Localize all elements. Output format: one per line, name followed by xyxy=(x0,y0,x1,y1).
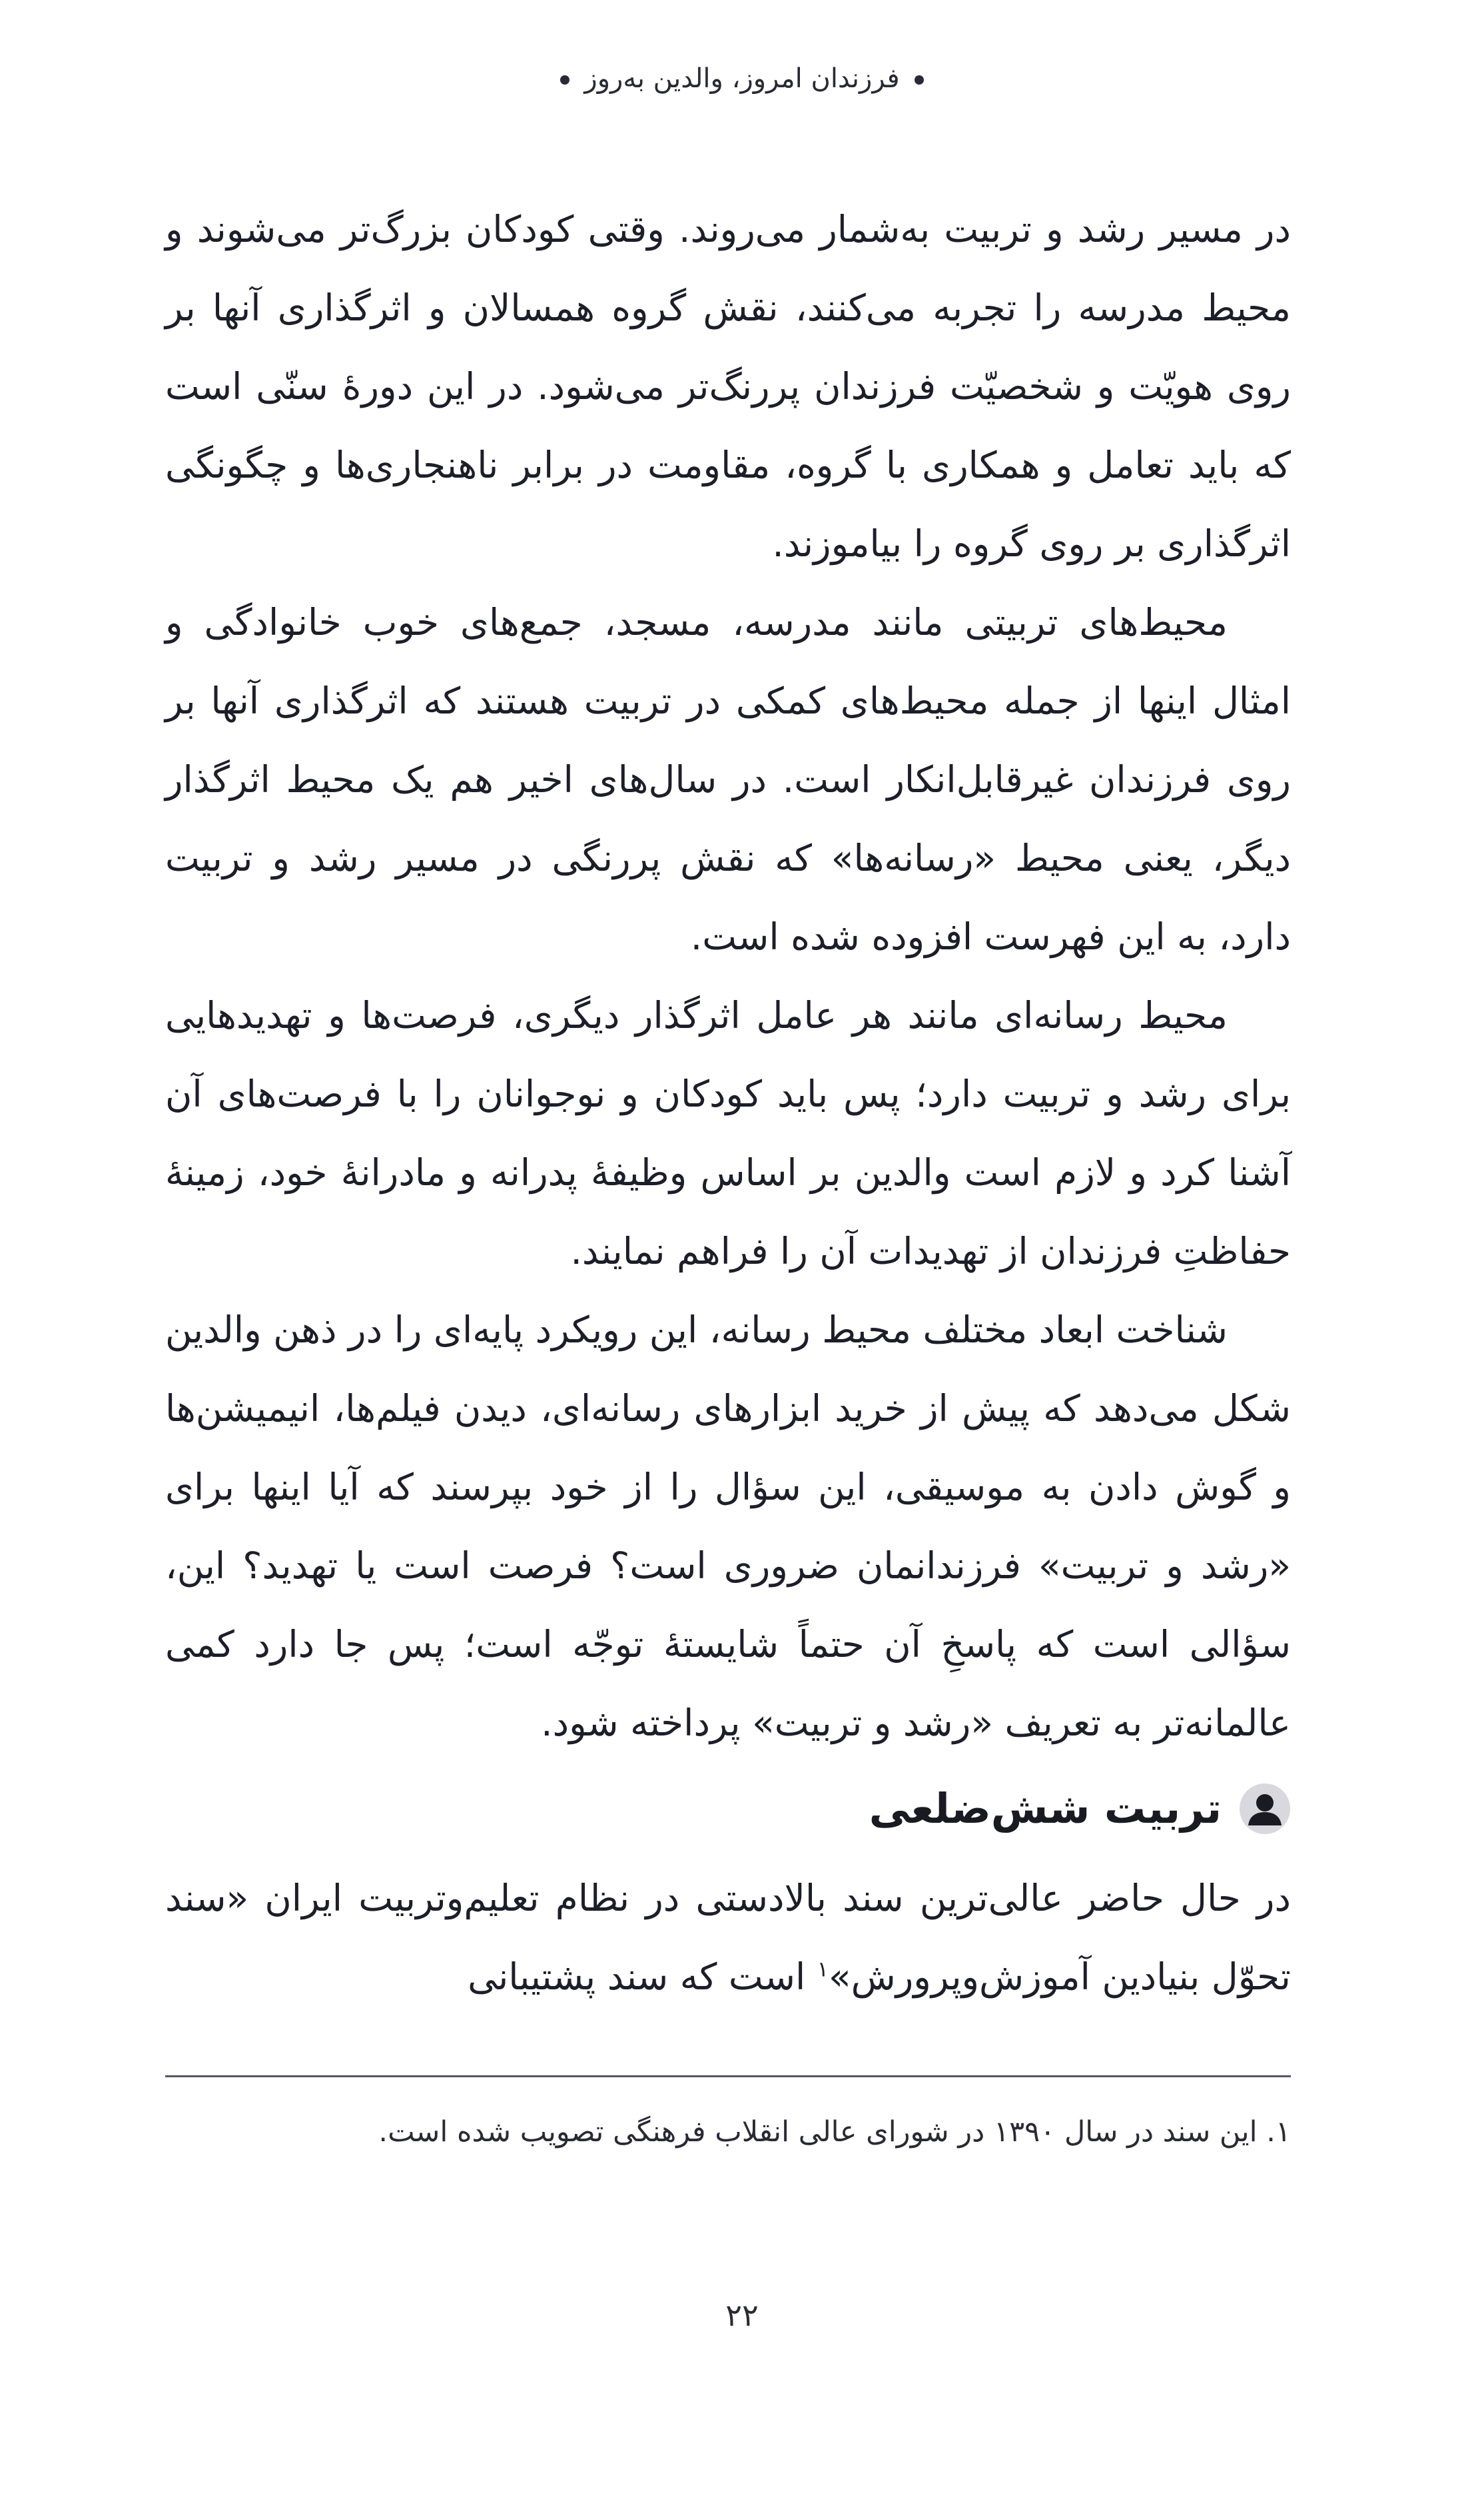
person-icon xyxy=(1239,1783,1291,1835)
page-number: ۲۲ xyxy=(725,2297,759,2333)
paragraph: شناخت ابعاد مختلف محیط رسانه، این رویکرد پایه‌ای را در ذهن والدین شکل می‌دهد که پیش از خرید ابزارهای رسانه‌ای، دیدن فیلم‌ها، انیمیشن‌ها و گوش دادن به موسیقی، این سؤال را از خود بپرسند که آیا اینها برای «رشد و تربیت» فرزندانمان ضروری است؟ فرصت است یا تهدید؟ این، سؤالی است که پاسخِ آن حتماً شایستهٔ توجّه است؛ پس جا دارد کمی عالمانه‌تر به تعریف «رشد و تربیت» پرداخته شود. xyxy=(165,1308,1291,1744)
paragraph: محیط رسانه‌ای مانند هر عامل اثرگذار دیگری، فرصت‌ها و تهدیدهایی برای رشد و تربیت دارد؛ پس باید کودکان و نوجوانان را با فرصت‌های آن آشنا کرد و لازم است والدین بر اساس وظیفهٔ پدرانه و مادرانهٔ خود، زمینهٔ حفاظتِ فرزندان از تهدیدات آن را فراهم نمایند. xyxy=(165,994,1291,1272)
section-title: تربیت شش‌ضلعی xyxy=(869,1784,1222,1833)
bullet-dot-icon xyxy=(915,75,924,85)
running-title: فرزندان امروز، والدین به‌روز xyxy=(584,63,900,94)
paragraph: در مسیر رشد و تربیت به‌شمار می‌روند. وقتی کودکان بزرگ‌تر می‌شوند و محیط مدرسه را تجربه می‌کنند، نقش گروه همسالان و اثرگذاری آنها بر روی هویّت و شخصیّت فرزندان پررنگ‌تر می‌شود. در این دورهٔ سنّی است که باید تعامل و همکاری با گروه، مقاومت در برابر ناهنجاری‌ها و چگونگی اثرگذاری بر روی گروه را بیاموزند. xyxy=(165,208,1291,565)
section-text xyxy=(165,1859,1291,2016)
section-heading xyxy=(165,1772,1291,1845)
body-text xyxy=(165,190,1291,1762)
running-header xyxy=(0,59,1484,99)
paragraph xyxy=(165,1859,1291,2016)
section-text-end: است که سند پشتیبانی xyxy=(468,1955,817,1998)
footnote: ۱. این سند در سال ۱۳۹۰ در شورای عالی انقلاب فرهنگی تصویب شده است. xyxy=(378,2115,1291,2149)
section-text-start: در حال حاضر عالی‌ترین سند بالادستی در نظام تعلیم‌وتربیت ایران «سند تحوّل بنیادین آموزش‌وپرورش» xyxy=(165,1877,1291,1998)
paragraph: محیط‌های تربیتی مانند مدرسه، مسجد، جمع‌های خوب خانوادگی و امثال اینها از جمله محیط‌های کمکی در تربیت هستند که اثرگذاری آنها بر روی فرزندان غیرقابل‌انکار است. در سال‌های اخیر هم یک محیط اثرگذار دیگر، یعنی محیط «رسانه‌ها» که نقش پررنگی در مسیر رشد و تربیت دارد، به این فهرست افزوده شده است. xyxy=(165,601,1291,958)
bullet-dot-icon xyxy=(560,75,569,85)
footnote-reference: ۱ xyxy=(817,1956,829,1982)
footnote-divider xyxy=(165,2075,1291,2077)
